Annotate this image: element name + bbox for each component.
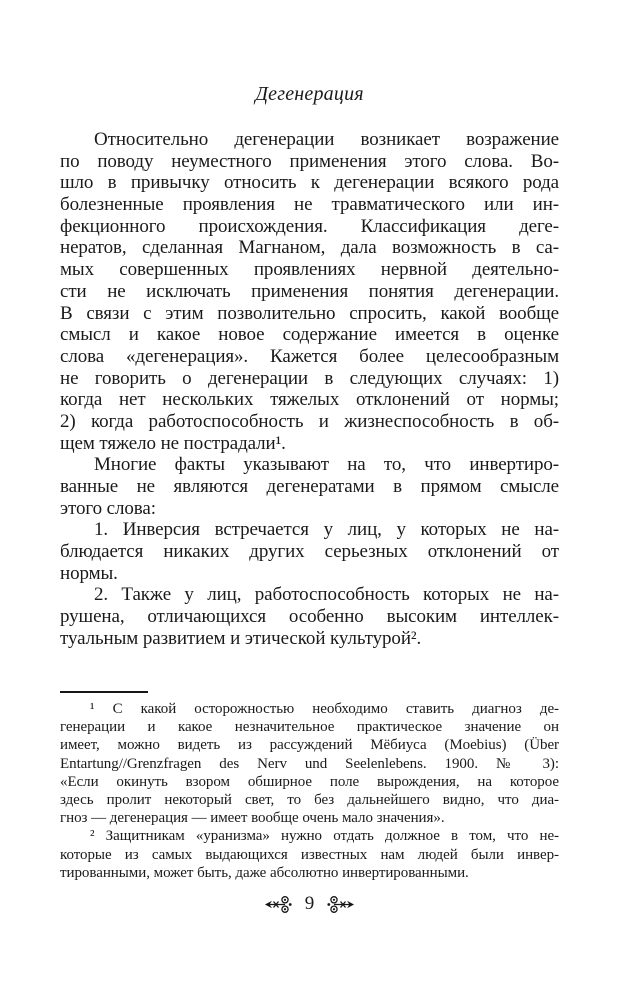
- footnote-line: Entartung//Grenzfragen des Nerv und Seelenlebens. 1900. № 3):: [60, 755, 559, 772]
- body-text-line: когда нет нескольких тяжелых отклонений от нормы;: [60, 389, 559, 411]
- body-text-line: мых совершенных проявлениях нервной деятельно-: [60, 259, 559, 281]
- body-text-line: щем тяжело не пострадали¹.: [60, 432, 286, 454]
- body-text-line: Многие факты указывают на то, что инвертиро-: [94, 454, 559, 476]
- body-text: [60, 129, 559, 650]
- body-text-line: 2. Также у лиц, работоспособность которых не на-: [94, 584, 559, 606]
- fleuron-right-icon: [327, 895, 354, 914]
- body-text-line: 1. Инверсия встречается у лиц, у которых не на-: [94, 519, 559, 541]
- footnote-line: генерации и какое незначительное практическое значение он: [60, 719, 559, 736]
- body-text-line: фекционного происхождения. Классификация деге-: [60, 215, 559, 237]
- body-text-line: туальным развитием и этической культурой².: [60, 627, 422, 649]
- footnote-line: «Если окинуть взором обширное поле вырождения, на которое: [60, 773, 559, 790]
- chapter-title: Дегенерация: [255, 83, 364, 105]
- footnote-line: гноз — дегенерация — имеет вообще очень мало значения».: [60, 810, 445, 827]
- body-text-line: по поводу неуместного применения этого слова. Во-: [60, 150, 559, 172]
- footnotes: [60, 700, 559, 882]
- body-text-line: сти не исключать применения понятия дегенерации.: [60, 280, 559, 302]
- body-text-line: В связи с этим позволительно спросить, какой вообще: [60, 302, 559, 324]
- fleuron-left-icon: [265, 895, 292, 914]
- body-text-line: шло в привычку относить к дегенерации всякого рода: [60, 172, 559, 194]
- body-text-line: 2) когда работоспособность и жизнеспособность в об-: [60, 410, 559, 432]
- body-text-line: нормы.: [60, 562, 118, 584]
- footnote-line: тированными, может быть, даже абсолютно инвертированными.: [60, 864, 469, 881]
- page-footer: [0, 891, 619, 917]
- footnote-line: которые из самых выдающихся известных нам людей были инвер-: [60, 846, 559, 863]
- page-number: 9: [304, 893, 315, 914]
- body-text-line: рушена, отличающихся особенно высоким интеллек-: [60, 606, 559, 628]
- body-text-line: нератов, сделанная Магнаном, дала возможность в са-: [60, 237, 559, 259]
- footnote-line: ² Защитникам «уранизма» нужно отдать должное в том, что не-: [90, 828, 559, 845]
- body-text-line: слова «дегенерация». Кажется более целесообразным: [60, 345, 559, 367]
- footnote-line: имеет, можно видеть из рассуждений Мёбиуса (Moebius) (Über: [60, 737, 559, 754]
- body-text-line: болезненные проявления не травматического или ин-: [60, 194, 559, 216]
- footnote-separator: [60, 691, 148, 693]
- footnote-line: ¹ С какой осторожностью необходимо ставить диагноз де-: [90, 701, 559, 717]
- body-text-line: смысл и какое новое содержание имеется в оценке: [60, 324, 559, 346]
- body-text-line: не говорить о дегенерации в следующих случаях: 1): [60, 367, 559, 389]
- footnote-line: здесь пролит некоторый свет, то без дальнейшего видно, что диа-: [60, 791, 559, 808]
- body-text-line: этого слова:: [60, 497, 156, 519]
- body-text-line: блюдается никаких других серьезных отклонений от: [60, 541, 559, 563]
- body-text-line: Относительно дегенерации возникает возражение: [94, 129, 559, 150]
- body-text-line: ванные не являются дегенератами в прямом смысле: [60, 476, 559, 497]
